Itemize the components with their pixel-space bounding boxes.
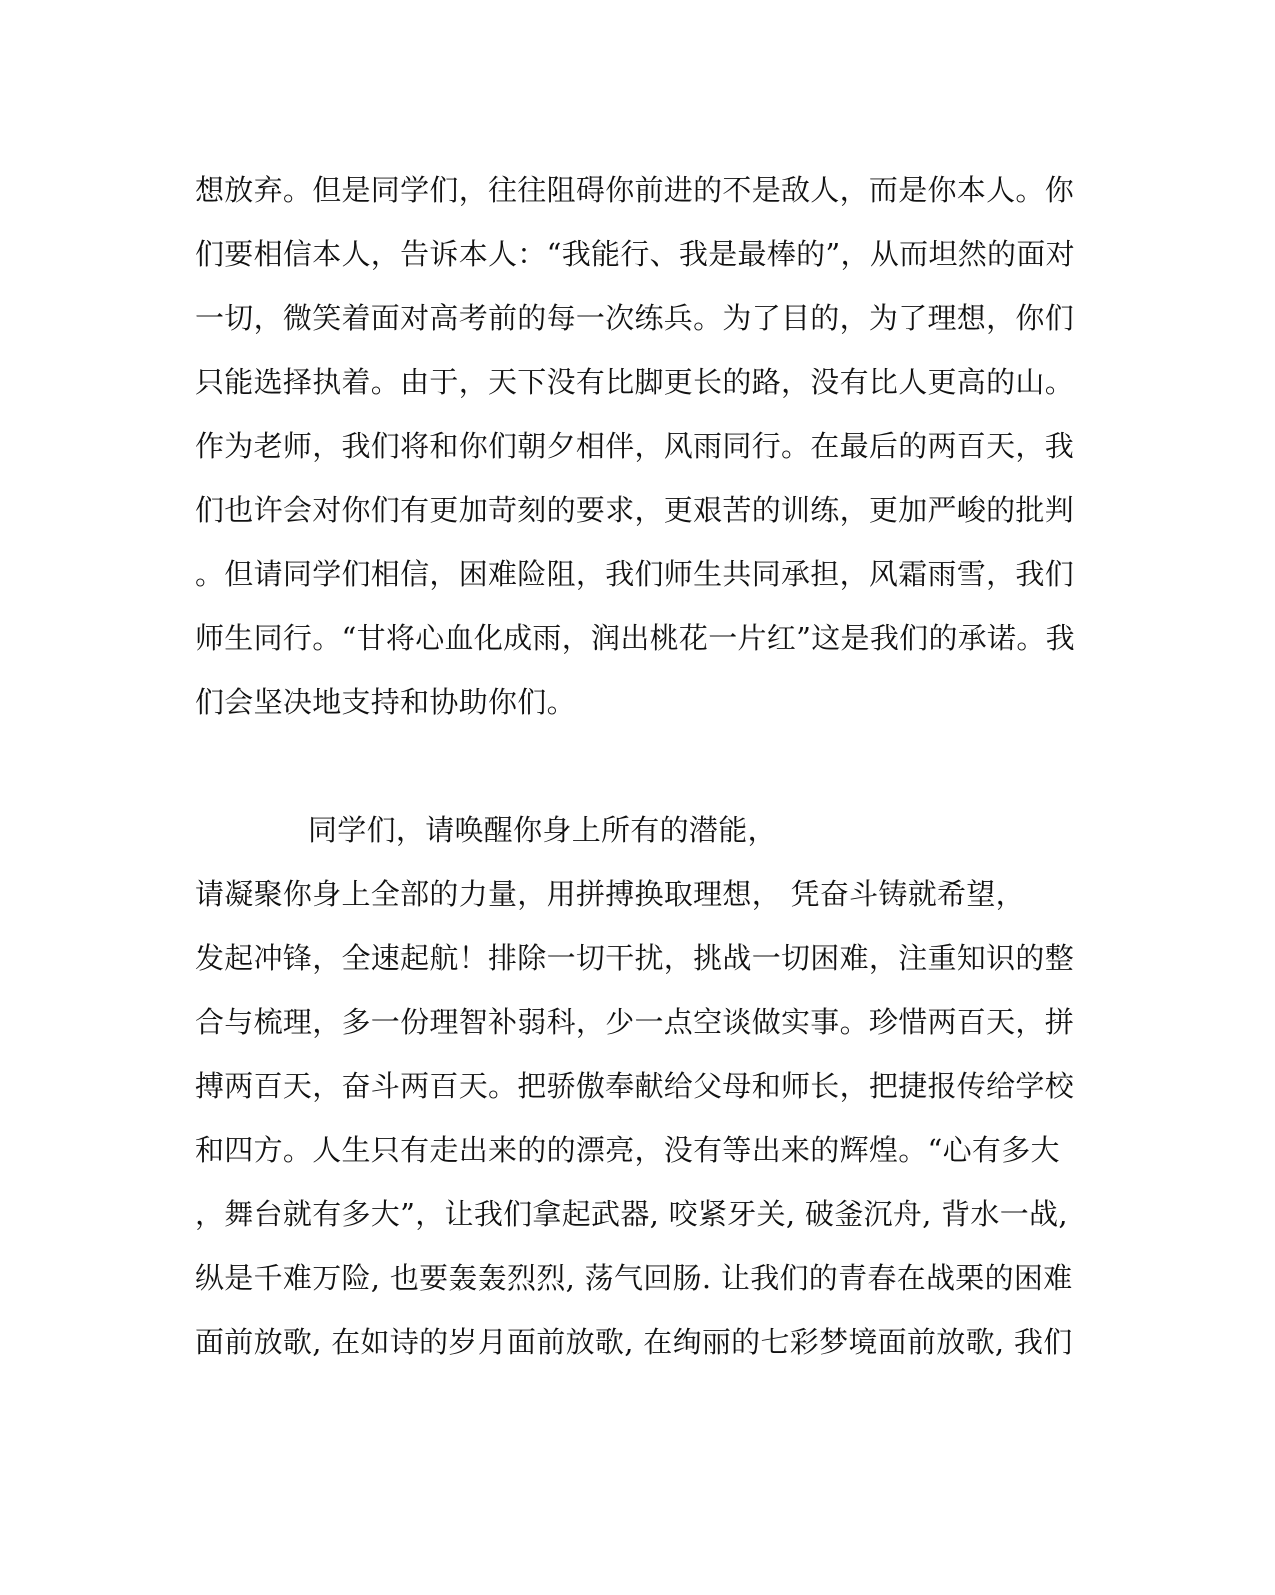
- paragraph-1-line: 。但请同学们相信，困难险阻，我们师生共同承担，风霜雨雪，我们: [195, 557, 1075, 591]
- paragraph-1-line: 作为老师，我们将和你们朝夕相伴，风雨同行。在最后的两百天，我: [195, 429, 1075, 463]
- paragraph-2-line: 纵是千难万险, 也要轰轰烈烈, 荡气回肠. 让我们的青春在战栗的困难: [195, 1261, 1073, 1295]
- paragraph-1-line: 们也许会对你们有更加苛刻的要求，更艰苦的训练，更加严峻的批判: [195, 493, 1075, 527]
- paragraph-2-line: 合与梳理，多一份理智补弱科，少一点空谈做实事。珍惜两百天，拼: [195, 1005, 1075, 1039]
- paragraph-1-line: 师生同行。“甘将心血化成雨，润出桃花一片红”这是我们的承诺。我: [195, 621, 1075, 655]
- paragraph-2-line: 发起冲锋，全速起航！排除一切干扰，挑战一切困难，注重知识的整: [195, 941, 1075, 975]
- paragraph-2-line: ，舞台就有多大”，让我们拿起武器, 咬紧牙关, 破釜沉舟, 背水一战,: [195, 1197, 1068, 1231]
- paragraph-2-line: 搏两百天，奋斗两百天。把骄傲奉献给父母和师长，把捷报传给学校: [195, 1069, 1075, 1103]
- paragraph-1-line: 们会坚决地支持和协助你们。: [195, 685, 576, 719]
- paragraph-1-line: 们要相信本人，告诉本人：“我能行、我是最棒的”，从而坦然的面对: [195, 237, 1075, 271]
- paragraph-2-line: 和四方。人生只有走出来的的漂亮，没有等出来的辉煌。“心有多大: [195, 1133, 1060, 1167]
- paragraph-1-line: 只能选择执着。由于，天下没有比脚更长的路，没有比人更高的山。: [195, 365, 1075, 399]
- paragraph-2-line: 请凝聚你身上全部的力量，用拼搏换取理想， 凭奋斗铸就希望，: [195, 877, 1025, 911]
- paragraph-2-line: 同学们，请唤醒你身上所有的潜能，: [308, 813, 777, 847]
- paragraph-1-line: 一切，微笑着面对高考前的每一次练兵。为了目的，为了理想，你们: [195, 301, 1075, 335]
- paragraph-2-line: 面前放歌, 在如诗的岁月面前放歌, 在绚丽的七彩梦境面前放歌, 我们: [195, 1325, 1073, 1359]
- paragraph-1-line: 想放弃。但是同学们，往往阻碍你前进的不是敌人，而是你本人。你: [195, 173, 1075, 207]
